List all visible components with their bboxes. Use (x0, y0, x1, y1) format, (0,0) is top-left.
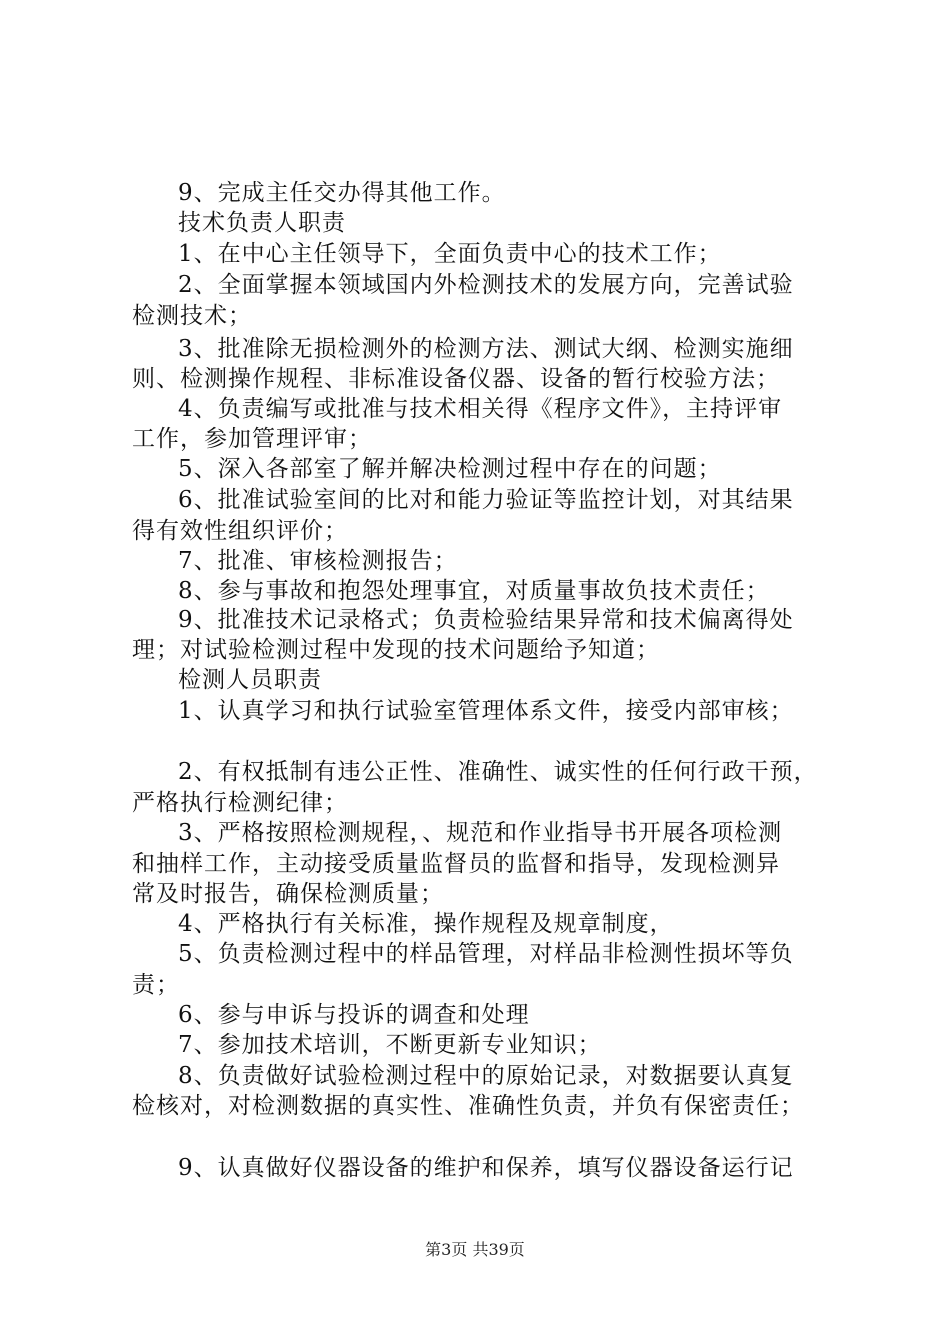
text-line: 5、负责检测过程中的样品管理，对样品非检测性损坏等负 (178, 941, 794, 967)
text-line: 常及时报告，确保检测质量； (132, 881, 444, 907)
text-line: 1、认真学习和执行试验室管理体系文件，接受内部审核； (178, 698, 794, 724)
text-line: 5、深入各部室了解并解决检测过程中存在的问题； (178, 456, 722, 482)
text-line: 6、批准试验室间的比对和能力验证等监控计划，对其结果 (178, 487, 794, 513)
text-line: 得有效性组织评价； (132, 518, 348, 544)
text-line: 7、参加技术培训，不断更新专业知识； (178, 1032, 602, 1058)
text-line: 3、严格按照检测规程，、规范和作业指导书开展各项检测 (178, 820, 783, 846)
text-line: 9、批准技术记录格式；负责检验结果异常和技术偏离得处 (178, 607, 794, 633)
text-line: 4、严格执行有关标准，操作规程及规章制度， (178, 911, 674, 937)
text-line: 9、完成主任交办得其他工作。 (178, 180, 506, 206)
text-line: 8、参与事故和抱怨处理事宜，对质量事故负技术责任； (178, 578, 770, 604)
text-line: 和抽样工作，主动接受质量监督员的监督和指导，发现检测异 (132, 851, 780, 877)
text-line: 责； (132, 972, 180, 998)
text-line: 7、批准、审核检测报告； (178, 548, 458, 574)
text-line: 检核对，对检测数据的真实性、准确性负责，并负有保密责任； (132, 1093, 804, 1119)
text-line: 检测技术； (132, 303, 252, 329)
section-heading: 技术负责人职责 (178, 210, 346, 236)
text-line: 6、参与申诉与投诉的调查和处理 (178, 1002, 530, 1028)
section-heading: 检测人员职责 (178, 667, 322, 693)
text-line: 9、认真做好仪器设备的维护和保养，填写仪器设备运行记 (178, 1155, 794, 1181)
text-line: 理；对试验检测过程中发现的技术问题给予知道； (132, 637, 660, 663)
text-line: 2、有权抵制有违公正性、准确性、诚实性的任何行政干预， (178, 759, 818, 785)
page-footer: 第3页 共39页 (425, 1240, 525, 1259)
text-line: 则、检测操作规程、非标准设备仪器、设备的暂行校验方法； (132, 366, 780, 392)
text-line: 严格执行检测纪律； (132, 790, 348, 816)
text-line: 1、在中心主任领导下，全面负责中心的技术工作； (178, 241, 722, 267)
text-line: 工作，参加管理评审； (132, 426, 372, 452)
text-line: 3、批准除无损检测外的检测方法、测试大纲、检测实施细 (178, 336, 794, 362)
text-line: 4、负责编写或批准与技术相关得《程序文件》，主持评审 (178, 396, 783, 422)
text-line: 8、负责做好试验检测过程中的原始记录，对数据要认真复 (178, 1063, 794, 1089)
text-line: 2、全面掌握本领域国内外检测技术的发展方向，完善试验 (178, 272, 794, 298)
